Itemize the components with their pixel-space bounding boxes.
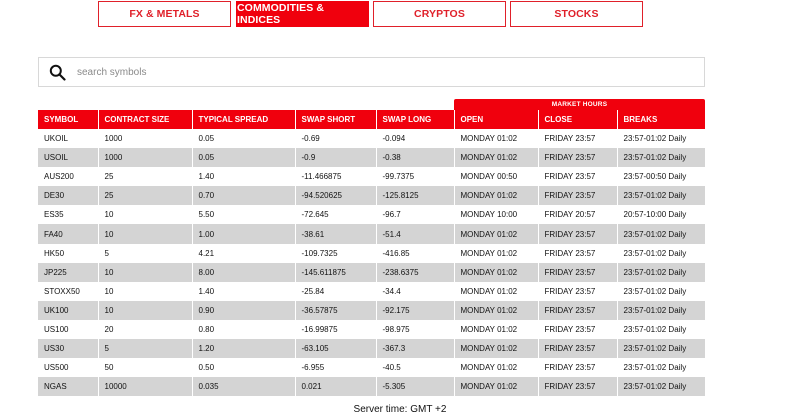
breaks-cell: 23:57-01:02 Daily (617, 320, 705, 339)
swap-short-cell: -63.105 (295, 339, 376, 358)
swap-short-cell: -38.61 (295, 224, 376, 243)
swap-long-cell: -96.7 (376, 205, 454, 224)
symbol-cell: JP225 (38, 263, 98, 282)
typical-spread-cell: 0.50 (192, 358, 295, 377)
swap-short-cell: -16.99875 (295, 320, 376, 339)
typical-spread-cell: 4.21 (192, 244, 295, 263)
typical-spread-cell: 0.70 (192, 186, 295, 205)
swap-long-cell: -99.7375 (376, 167, 454, 186)
column-header-swap-short[interactable]: SWAP SHORT (295, 110, 376, 129)
column-header-symbol[interactable]: SYMBOL (38, 110, 98, 129)
symbols-table (38, 110, 705, 396)
close-cell: FRIDAY 23:57 (538, 186, 617, 205)
contract-size-cell: 10 (98, 263, 192, 282)
breaks-cell: 23:57-01:02 Daily (617, 263, 705, 282)
table-row[interactable] (38, 377, 705, 396)
open-cell: MONDAY 10:00 (454, 205, 538, 224)
table-row[interactable] (38, 301, 705, 320)
symbol-cell: US500 (38, 358, 98, 377)
swap-short-cell: -145.611875 (295, 263, 376, 282)
breaks-cell: 23:57-01:02 Daily (617, 377, 705, 396)
tab-stocks[interactable]: STOCKS (510, 1, 643, 27)
swap-short-cell: -11.466875 (295, 167, 376, 186)
contract-size-cell: 5 (98, 339, 192, 358)
swap-short-cell: -94.520625 (295, 186, 376, 205)
close-cell: FRIDAY 23:57 (538, 358, 617, 377)
close-cell: FRIDAY 23:57 (538, 301, 617, 320)
table-row[interactable] (38, 148, 705, 167)
swap-long-cell: -40.5 (376, 358, 454, 377)
table-row[interactable] (38, 186, 705, 205)
swap-short-cell: -109.7325 (295, 244, 376, 263)
table-body (38, 129, 705, 396)
contract-size-cell: 10 (98, 224, 192, 243)
close-cell: FRIDAY 23:57 (538, 244, 617, 263)
open-cell: MONDAY 01:02 (454, 282, 538, 301)
swap-long-cell: -92.175 (376, 301, 454, 320)
contract-size-cell: 1000 (98, 148, 192, 167)
contract-size-cell: 10 (98, 301, 192, 320)
swap-short-cell: -0.69 (295, 129, 376, 148)
symbol-cell: DE30 (38, 186, 98, 205)
open-cell: MONDAY 01:02 (454, 224, 538, 243)
symbol-cell: UK100 (38, 301, 98, 320)
typical-spread-cell: 1.40 (192, 167, 295, 186)
table-row[interactable] (38, 167, 705, 186)
breaks-cell: 23:57-01:02 Daily (617, 358, 705, 377)
symbol-cell: HK50 (38, 244, 98, 263)
close-cell: FRIDAY 23:57 (538, 263, 617, 282)
swap-short-cell: -6.955 (295, 358, 376, 377)
typical-spread-cell: 0.80 (192, 320, 295, 339)
contract-size-cell: 5 (98, 244, 192, 263)
contract-size-cell: 10000 (98, 377, 192, 396)
typical-spread-cell: 1.20 (192, 339, 295, 358)
server-time: Server time: GMT +2 (353, 404, 447, 415)
symbol-cell: NGAS (38, 377, 98, 396)
swap-long-cell: -5.305 (376, 377, 454, 396)
breaks-cell: 23:57-01:02 Daily (617, 129, 705, 148)
column-header-typical-spread[interactable]: TYPICAL SPREAD (192, 110, 295, 129)
tab-commodities-indices[interactable]: COMMODITIES & INDICES (236, 1, 369, 27)
open-cell: MONDAY 01:02 (454, 358, 538, 377)
symbol-cell: US30 (38, 339, 98, 358)
breaks-cell: 23:57-01:02 Daily (617, 282, 705, 301)
close-cell: FRIDAY 23:57 (538, 377, 617, 396)
breaks-cell: 23:57-01:02 Daily (617, 339, 705, 358)
typical-spread-cell: 5.50 (192, 205, 295, 224)
close-cell: FRIDAY 23:57 (538, 129, 617, 148)
swap-short-cell: -25.84 (295, 282, 376, 301)
swap-long-cell: -0.094 (376, 129, 454, 148)
table-row[interactable] (38, 129, 705, 148)
typical-spread-cell: 0.05 (192, 148, 295, 167)
typical-spread-cell: 8.00 (192, 263, 295, 282)
breaks-cell: 23:57-01:02 Daily (617, 148, 705, 167)
open-cell: MONDAY 01:02 (454, 186, 538, 205)
symbol-cell: ES35 (38, 205, 98, 224)
open-cell: MONDAY 01:02 (454, 148, 538, 167)
close-cell: FRIDAY 23:57 (538, 167, 617, 186)
column-header-breaks[interactable]: BREAKS (617, 110, 705, 129)
breaks-cell: 23:57-01:02 Daily (617, 186, 705, 205)
close-cell: FRIDAY 23:57 (538, 339, 617, 358)
swap-short-cell: -72.645 (295, 205, 376, 224)
swap-long-cell: -34.4 (376, 282, 454, 301)
open-cell: MONDAY 01:02 (454, 339, 538, 358)
breaks-cell: 23:57-01:02 Daily (617, 224, 705, 243)
open-cell: MONDAY 01:02 (454, 244, 538, 263)
swap-short-cell: 0.021 (295, 377, 376, 396)
table-header-row (38, 110, 705, 129)
contract-size-cell: 10 (98, 205, 192, 224)
typical-spread-cell: 0.035 (192, 377, 295, 396)
typical-spread-cell: 1.40 (192, 282, 295, 301)
table-row[interactable] (38, 244, 705, 263)
symbol-cell: FA40 (38, 224, 98, 243)
table-row[interactable] (38, 205, 705, 224)
open-cell: MONDAY 00:50 (454, 167, 538, 186)
column-header-open[interactable]: OPEN (454, 110, 538, 129)
close-cell: FRIDAY 23:57 (538, 320, 617, 339)
open-cell: MONDAY 01:02 (454, 320, 538, 339)
column-header-contract-size[interactable]: CONTRACT SIZE (98, 110, 192, 129)
contract-size-cell: 25 (98, 186, 192, 205)
breaks-cell: 23:57-01:02 Daily (617, 301, 705, 320)
symbol-cell: STOXX50 (38, 282, 98, 301)
column-header-swap-long[interactable]: SWAP LONG (376, 110, 454, 129)
swap-long-cell: -98.975 (376, 320, 454, 339)
tab-fx-metals[interactable]: FX & METALS (98, 1, 231, 27)
open-cell: MONDAY 01:02 (454, 301, 538, 320)
swap-long-cell: -238.6375 (376, 263, 454, 282)
swap-long-cell: -367.3 (376, 339, 454, 358)
swap-long-cell: -125.8125 (376, 186, 454, 205)
open-cell: MONDAY 01:02 (454, 129, 538, 148)
symbol-cell: US100 (38, 320, 98, 339)
close-cell: FRIDAY 20:57 (538, 205, 617, 224)
breaks-cell: 20:57-10:00 Daily (617, 205, 705, 224)
swap-short-cell: -0.9 (295, 148, 376, 167)
open-cell: MONDAY 01:02 (454, 263, 538, 282)
contract-size-cell: 25 (98, 167, 192, 186)
category-tabs (0, 1, 800, 27)
column-header-close[interactable]: CLOSE (538, 110, 617, 129)
swap-long-cell: -416.85 (376, 244, 454, 263)
contract-size-cell: 20 (98, 320, 192, 339)
search-bar (38, 57, 705, 87)
symbol-cell: UKOIL (38, 129, 98, 148)
typical-spread-cell: 0.05 (192, 129, 295, 148)
breaks-cell: 23:57-01:02 Daily (617, 244, 705, 263)
close-cell: FRIDAY 23:57 (538, 282, 617, 301)
table-row[interactable] (38, 339, 705, 358)
close-cell: FRIDAY 23:57 (538, 148, 617, 167)
breaks-cell: 23:57-00:50 Daily (617, 167, 705, 186)
search-icon[interactable] (49, 64, 66, 81)
symbol-cell: AUS200 (38, 167, 98, 186)
symbol-cell: USOIL (38, 148, 98, 167)
close-cell: FRIDAY 23:57 (538, 224, 617, 243)
table-row[interactable] (38, 282, 705, 301)
swap-long-cell: -51.4 (376, 224, 454, 243)
tab-cryptos[interactable]: CRYPTOS (373, 1, 506, 27)
typical-spread-cell: 1.00 (192, 224, 295, 243)
market-hours-header: MARKET HOURS (454, 99, 705, 110)
table-row[interactable] (38, 358, 705, 377)
contract-size-cell: 10 (98, 282, 192, 301)
search-input[interactable] (77, 67, 657, 78)
contract-size-cell: 50 (98, 358, 192, 377)
contract-size-cell: 1000 (98, 129, 192, 148)
swap-short-cell: -36.57875 (295, 301, 376, 320)
table-row[interactable] (38, 320, 705, 339)
table-row[interactable] (38, 224, 705, 243)
typical-spread-cell: 0.90 (192, 301, 295, 320)
swap-long-cell: -0.38 (376, 148, 454, 167)
table-row[interactable] (38, 263, 705, 282)
open-cell: MONDAY 01:02 (454, 377, 538, 396)
